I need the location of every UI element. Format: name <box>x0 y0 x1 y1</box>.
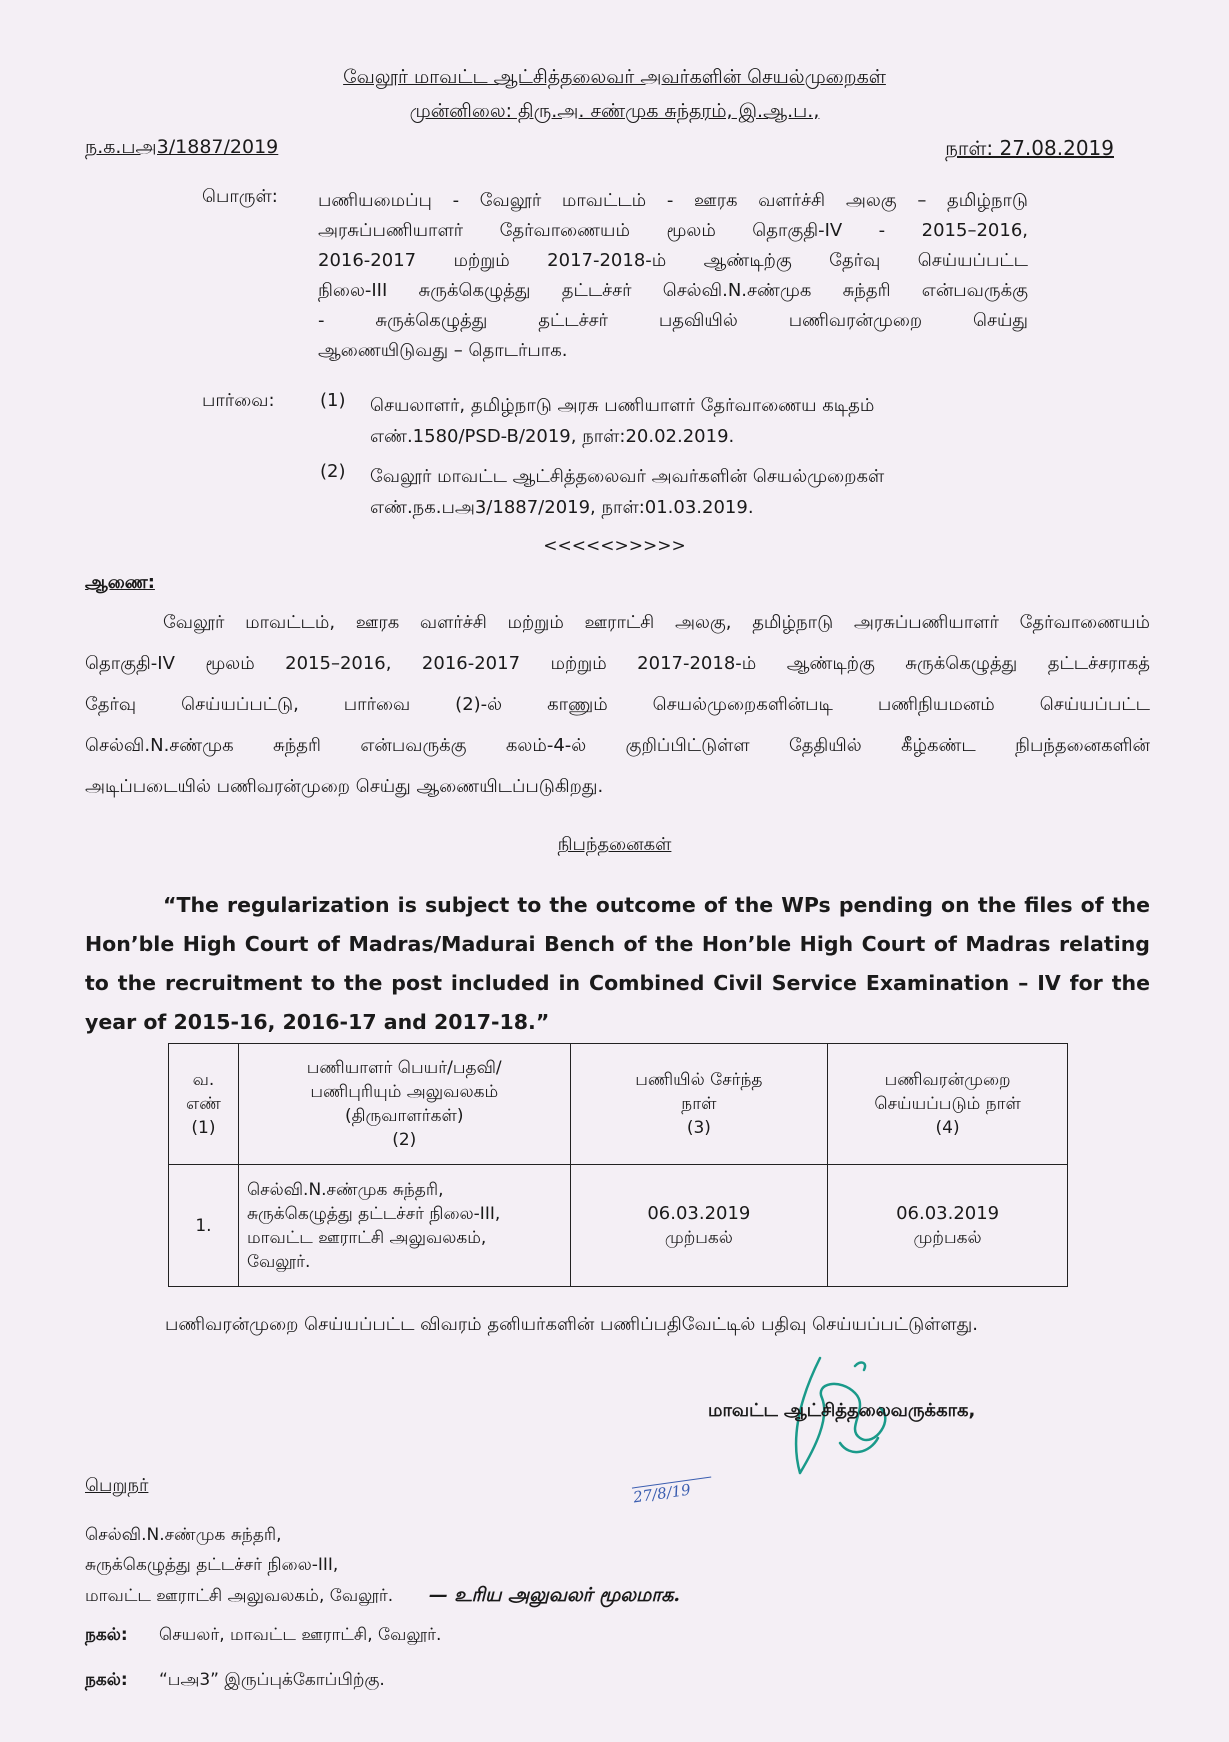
reference-label: பார்வை: <box>202 390 275 411</box>
table-cell-name: செல்வி.N.சண்முக சுந்தரி, சுருக்கெழுத்து தட்டச்சர் நிலை-III, மாவட்ட ஊராட்சி அலுவலகம், வேலூர். <box>238 1165 570 1287</box>
conditions-heading <box>0 834 1229 857</box>
header-presiding: முன்னிலை: திரு.அ. சண்முக சுந்தரம், இ.ஆ.ப., <box>409 100 820 122</box>
recipient-line: மாவட்ட ஊராட்சி அலுவலகம், வேலூர். <box>85 1586 394 1606</box>
reference-line: செயலாளர், தமிழ்நாடு அரசு பணியாளர் தேர்வாணைய கடிதம் <box>370 395 875 416</box>
conditions-line: to the recruitment to the post included in Combined Civil Service Examination – IV for the <box>85 971 1150 995</box>
recipient-address <box>85 1520 680 1611</box>
subject-text <box>318 186 1028 366</box>
reference-line: வேலூர் மாவட்ட ஆட்சித்தலைவர் அவர்களின் செயல்முறைகள் <box>370 466 885 487</box>
reference-num-1: (1) <box>320 390 346 411</box>
copy-item-1 <box>85 1625 441 1647</box>
copy-label: நகல்: <box>85 1670 128 1690</box>
copy-text: செயலர், மாவட்ட ஊராட்சி, வேலூர். <box>159 1625 442 1645</box>
table-header-cell: பணியில் சேர்ந்த நாள் (3) <box>570 1044 828 1165</box>
table-header-cell: பணிவரன்முறை செய்யப்படும் நாள் (4) <box>828 1044 1068 1165</box>
recipient-line: சுருக்கெழுத்து தட்டச்சர் நிலை-III, <box>85 1555 339 1575</box>
initials-handwritten <box>630 1465 714 1507</box>
copy-item-2 <box>85 1670 385 1692</box>
reference-line: எண்.நக.பஅ3/1887/2019, நாள்:01.03.2019. <box>370 497 754 518</box>
subject-line: நிலை-III சுருக்கெழுத்து தட்டச்சர் செல்வி.N.சண்முக சுந்தரி என்பவருக்கு <box>318 280 1028 301</box>
reference-number: ந.க.பஅ3/1887/2019 <box>85 136 279 158</box>
order-line: வேலூர் மாவட்டம், ஊரக வளர்ச்சி மற்றும் ஊராட்சி அலகு, தமிழ்நாடு அரசுப்பணியாளர் தேர்வாணையம் <box>163 612 1150 633</box>
reference-num-2: (2) <box>320 461 346 482</box>
reference-line: எண்.1580/PSD-B/2019, நாள்:20.02.2019. <box>370 426 735 447</box>
reference-item-1 <box>370 390 874 452</box>
header-title: வேலூர் மாவட்ட ஆட்சித்தலைவர் அவர்களின் செயல்முறைகள் <box>343 66 886 88</box>
copy-text: “பஅ3” இருப்புக்கோப்பிற்கு. <box>159 1670 385 1690</box>
subject-line: அரசுப்பணியாளர் தேர்வாணையம் மூலம் தொகுதி-IV - 2015–2016, <box>318 220 1028 241</box>
reference-item-2 <box>370 461 884 523</box>
conditions-heading-text: நிபந்தனைகள் <box>557 834 672 855</box>
table-header-row <box>169 1044 1068 1165</box>
subject-line: - சுருக்கெழுத்து தட்டச்சர் பதவியில் பணிவரன்முறை செய்து <box>318 310 1028 331</box>
conditions-text <box>85 886 1150 1042</box>
recipient-line: செல்வி.N.சண்முக சுந்தரி, <box>85 1525 282 1545</box>
subject-line: பணியமைப்பு - வேலூர் மாவட்டம் - ஊரக வளர்ச்சி அலகு – தமிழ்நாடு <box>318 190 1028 211</box>
handwritten-remark: — உரிய அலுவலர் மூலமாக. <box>428 1584 681 1606</box>
signature-caption: மாவட்ட ஆட்சித்தலைவருக்காக, <box>708 1400 976 1421</box>
subject-line: 2016-2017 மற்றும் 2017-2018-ம் ஆண்டிற்கு தேர்வு செய்யப்பட்ட <box>318 250 1028 271</box>
subject-label: பொருள்: <box>202 186 278 207</box>
recipient-label: பெறுநர் <box>85 1475 149 1496</box>
conditions-line: “The regularization is subject to the outcome of the WPs pending on the files of the <box>163 893 1150 917</box>
subject-line-last: ஆணையிடுவது – தொடர்பாக. <box>318 340 568 361</box>
order-paragraph <box>85 602 1150 807</box>
table-cell-regularized: 06.03.2019 முற்பகல் <box>828 1165 1068 1287</box>
document-header <box>0 60 1229 128</box>
table-header-cell: வ. எண் (1) <box>169 1044 239 1165</box>
copy-label: நகல்: <box>85 1625 128 1645</box>
order-date: நாள்: 27.08.2019 <box>945 136 1114 160</box>
order-line: தொகுதி-IV மூலம் 2015–2016, 2016-2017 மற்றும் 2017-2018-ம் ஆண்டிற்கு சுருக்கெழுத்து தட்டச்சராகத் <box>85 653 1150 674</box>
table-row <box>169 1165 1068 1287</box>
registration-note: பணிவரன்முறை செய்யப்பட்ட விவரம் தனியர்களின் பணிப்பதிவேட்டில் பதிவு செய்யப்பட்டுள்ளது. <box>165 1314 978 1335</box>
order-line-last: அடிப்படையில் பணிவரன்முறை செய்து ஆணையிடப்படுகிறது. <box>85 776 604 797</box>
order-line: தேர்வு செய்யப்பட்டு, பார்வை (2)-ல் காணும் செயல்முறைகளின்படி பணிநியமனம் செய்யப்பட்ட <box>85 694 1150 715</box>
conditions-line-last: year of 2015-16, 2016-17 and 2017-18.” <box>85 1010 550 1034</box>
table-cell-serial: 1. <box>169 1165 239 1287</box>
table-header-cell: பணியாளர் பெயர்/பதவி/ பணிபுரியும் அலுவலகம் (திருவாளர்கள்) (2) <box>238 1044 570 1165</box>
section-separator: <<<<<>>>>> <box>543 536 686 556</box>
order-label: ஆணை: <box>85 572 155 593</box>
order-line: செல்வி.N.சண்முக சுந்தரி என்பவருக்கு கலம்-4-ல் குறிப்பிட்டுள்ள தேதியில் கீழ்கண்ட நிபந்தனைகளின் <box>85 735 1150 756</box>
initials-date: 27/8/19 <box>632 1480 692 1507</box>
regularization-table <box>168 1043 1068 1286</box>
table-cell-joined: 06.03.2019 முற்பகல் <box>570 1165 828 1287</box>
conditions-line: Hon’ble High Court of Madras/Madurai Bench of the Hon’ble High Court of Madras relating <box>85 932 1150 956</box>
